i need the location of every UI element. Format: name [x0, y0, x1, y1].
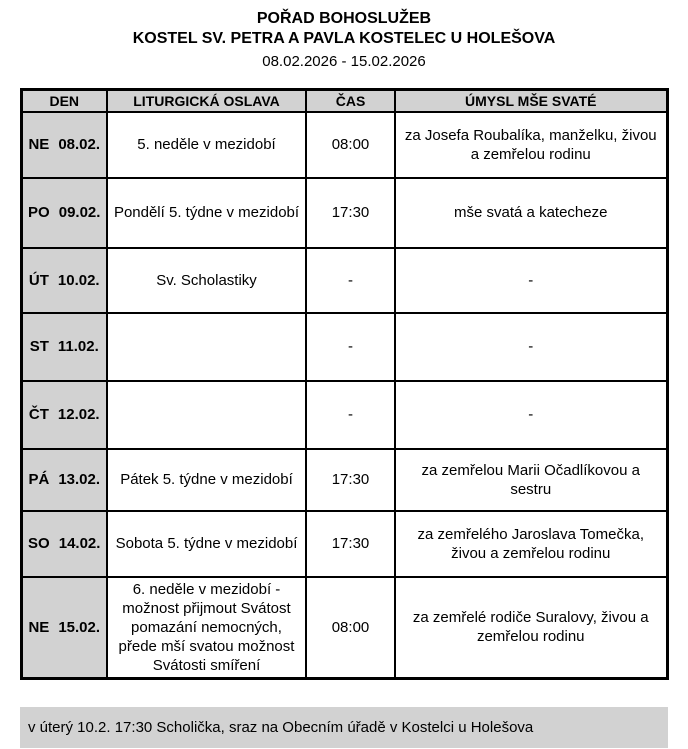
day-cell	[21, 112, 107, 178]
time-cell: 08:00	[306, 577, 395, 679]
intention-cell: mše svatá a katecheze	[395, 178, 667, 248]
column-header-intention: ÚMYSL MŠE SVATÉ	[395, 90, 667, 112]
table-row	[21, 313, 667, 381]
day-cell	[21, 178, 107, 248]
celebration-cell: 6. neděle v mezidobí - možnost přijmout Svátost pomazání nemocných, přede mší svatou možnost Svátosti smíření	[107, 577, 306, 679]
time-cell: -	[306, 313, 395, 381]
day-date: 11.02.	[57, 338, 99, 355]
intention-cell: za zemřelou Marii Očadlíkovou a sestru	[395, 449, 667, 511]
column-header-time: ČAS	[306, 90, 395, 112]
table-row	[21, 112, 667, 178]
page-title: POŘAD BOHOSLUŽEB	[256, 10, 432, 27]
intention-cell: -	[395, 381, 667, 449]
day-cell	[21, 381, 107, 449]
celebration-cell: Pondělí 5. týdne v mezidobí	[107, 178, 306, 248]
page-subtitle: KOSTEL SV. PETRA A PAVLA KOSTELEC U HOLEŠOVA	[132, 30, 556, 47]
intention-cell: -	[395, 313, 667, 381]
day-abbr: ST	[29, 338, 49, 355]
intention-cell: -	[395, 248, 667, 313]
day-abbr: ČT	[28, 406, 49, 423]
column-header-day: DEN	[21, 90, 107, 112]
day-date: 14.02.	[58, 535, 101, 552]
intention-cell: za zemřelého Jaroslava Tomečka, živou a zemřelou rodinu	[395, 511, 667, 577]
celebration-cell	[107, 381, 306, 449]
time-cell: 17:30	[306, 178, 395, 248]
time-cell: 17:30	[306, 449, 395, 511]
celebration-cell	[107, 313, 306, 381]
intention-cell: za Josefa Roubalíka, manželku, živou a zemřelou rodinu	[395, 112, 667, 178]
time-cell: 17:30	[306, 511, 395, 577]
day-date: 15.02.	[58, 618, 101, 636]
table-row	[21, 248, 667, 313]
footer-note-text: v úterý 10.2. 17:30 Scholička, sraz na Obecním úřadě v Kostelci u Holešova	[28, 718, 534, 736]
day-abbr: PÁ	[28, 471, 50, 488]
day-cell	[21, 577, 107, 679]
day-cell	[21, 313, 107, 381]
day-cell	[21, 248, 107, 313]
day-date: 08.02.	[58, 136, 101, 153]
table-row	[21, 577, 667, 679]
day-abbr: ÚT	[28, 271, 49, 289]
celebration-cell: 5. neděle v mezidobí	[107, 112, 306, 178]
day-abbr: SO	[28, 535, 50, 552]
celebration-cell: Sobota 5. týdne v mezidobí	[107, 511, 306, 577]
day-abbr: NE	[28, 136, 50, 153]
intention-cell: za zemřelé rodiče Suralovy, živou a zemřelou rodinu	[395, 577, 667, 679]
column-header-celebration: LITURGICKÁ OSLAVA	[107, 90, 306, 112]
day-date: 10.02.	[57, 271, 100, 289]
day-date: 09.02.	[58, 204, 101, 221]
day-abbr: NE	[28, 618, 50, 636]
table-header-row	[21, 90, 667, 112]
time-cell: 08:00	[306, 112, 395, 178]
time-cell: -	[306, 381, 395, 449]
celebration-cell: Pátek 5. týdne v mezidobí	[107, 449, 306, 511]
bulletin-header	[0, 9, 688, 71]
day-abbr: PO	[28, 204, 50, 221]
footer-note	[20, 707, 668, 748]
day-cell	[21, 511, 107, 577]
day-date: 12.02.	[57, 406, 100, 423]
table-row	[21, 178, 667, 248]
celebration-cell: Sv. Scholastiky	[107, 248, 306, 313]
table-row	[21, 381, 667, 449]
schedule-table	[20, 88, 669, 680]
time-cell: -	[306, 248, 395, 313]
table-row	[21, 449, 667, 511]
day-date: 13.02.	[58, 471, 101, 488]
table-row	[21, 511, 667, 577]
date-range: 08.02.2026 - 15.02.2026	[262, 53, 426, 70]
day-cell	[21, 449, 107, 511]
